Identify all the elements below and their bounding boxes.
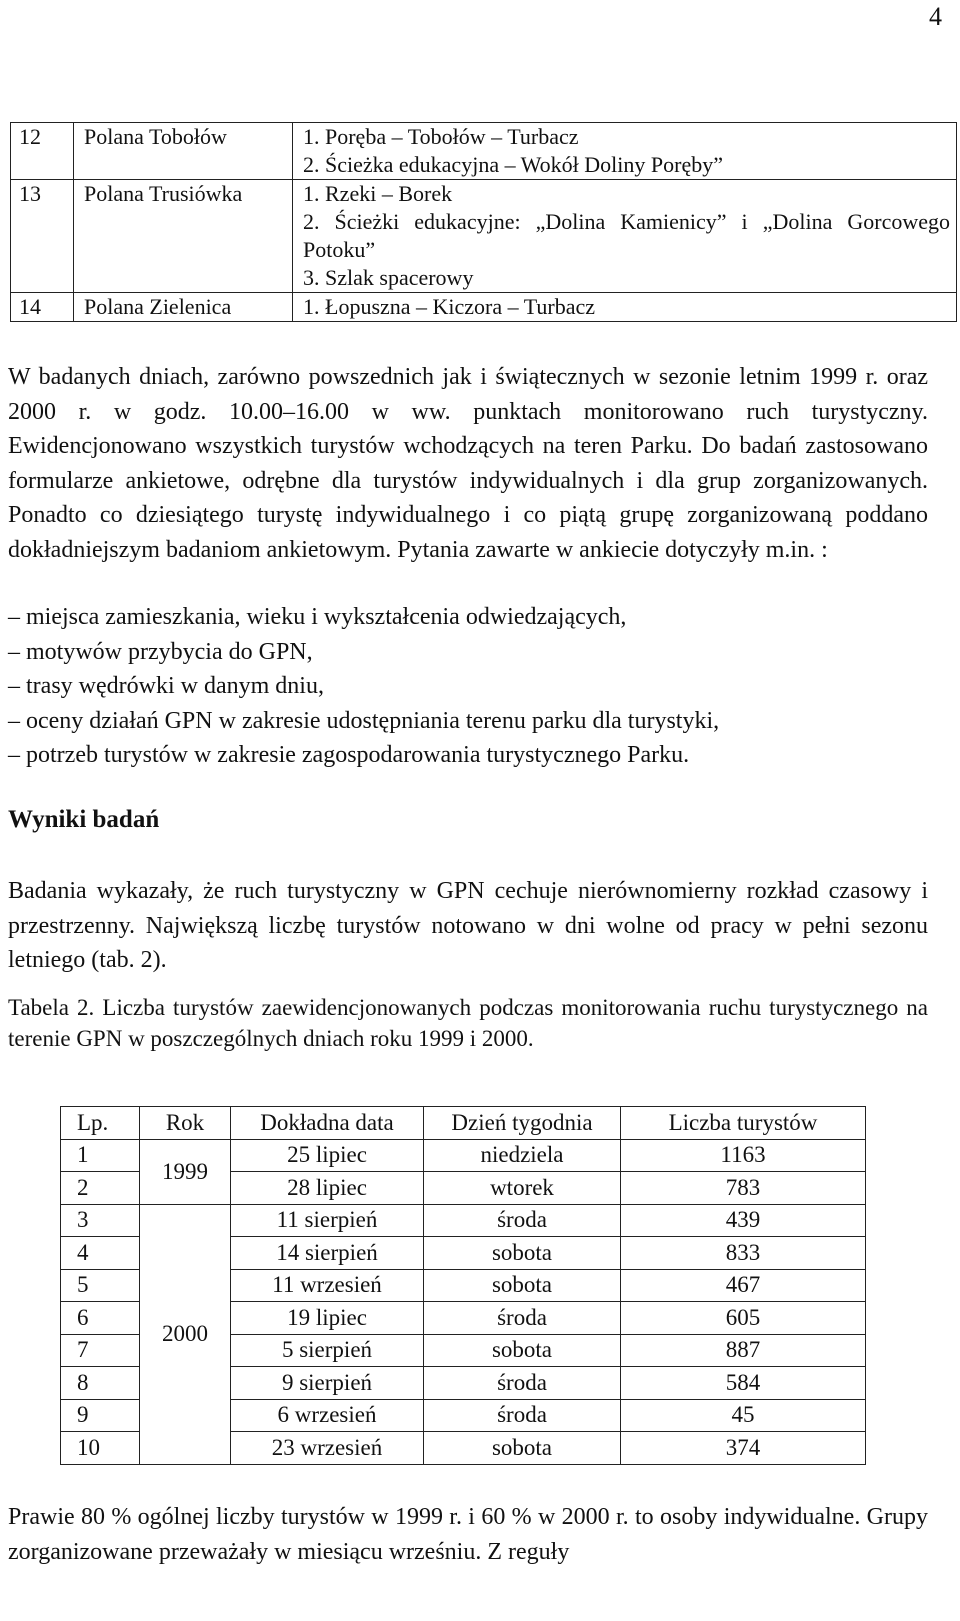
list-item: – oceny działań GPN w zakresie udostępniania terenu parku dla turystyki, — [8, 707, 720, 734]
table-row — [11, 293, 957, 322]
date-cell: 5 sierpień — [231, 1334, 424, 1367]
point-routes — [293, 123, 957, 180]
table-caption: Tabela 2. Liczba turystów zaewidencjonowanych podczas monitorowania ruchu turystycznego na terenie GPN w poszczególnych dniach roku 1999 i 2000. — [8, 995, 928, 1051]
date-cell: 25 lipiec — [231, 1139, 424, 1172]
date-cell: 19 lipiec — [231, 1302, 424, 1335]
column-header: Dokładna data — [231, 1107, 424, 1140]
date-cell: 6 wrzesień — [231, 1399, 424, 1432]
section-heading: Wyniki badań — [8, 806, 160, 833]
row-number: 3 — [61, 1204, 140, 1237]
date-cell: 11 wrzesień — [231, 1269, 424, 1302]
row-number: 1 — [61, 1139, 140, 1172]
weekday-cell: środa — [424, 1367, 621, 1400]
date-cell: 11 sierpień — [231, 1204, 424, 1237]
column-header: Liczba turystów — [621, 1107, 866, 1140]
count-cell: 584 — [621, 1367, 866, 1400]
weekday-cell: wtorek — [424, 1172, 621, 1205]
final-paragraph: Prawie 80 % ogólnej liczby turystów w 1999 r. i 60 % w 2000 r. to osoby indywidualne. Grupy zorganizowane przeważały w miesiącu wrześniu. Z reguły — [8, 1504, 928, 1565]
row-number: 5 — [61, 1269, 140, 1302]
list-item: – miejsca zamieszkania, wieku i wykształcenia odwiedzających, — [8, 604, 627, 630]
count-cell: 45 — [621, 1399, 866, 1432]
route-item: 2. Ścieżki edukacyjne: „Dolina Kamienicy” i „Dolina Gorcowego Potoku” — [303, 209, 950, 262]
intro-paragraph: W badanych dniach, zarówno powszednich jak i świątecznych w sezonie letnim 1999 r. oraz 2000 r. w godz. 10.00–16.00 w ww. punktach monitorowano ruch turystyczny. Ewidencjonowano wszystkich turystów wchodzących na teren Parku. Do badań zastosowano formularze ankietowe, odrębne dla turystów indywidualnych i dla grup zorganizowanych. Ponadto co dziesiątego turystę indywidualnego i co piątą grupę zorganizowaną poddano dokładniejszym badaniom ankietowym. Pytania zawarte w ankiecie dotyczyły m.in. : — [8, 364, 928, 563]
route-item: 1. Poręba – Tobołów – Turbacz — [303, 124, 579, 149]
row-number: 10 — [61, 1432, 140, 1465]
count-cell: 887 — [621, 1334, 866, 1367]
question-list — [8, 600, 928, 773]
count-cell: 833 — [621, 1237, 866, 1270]
route-item: 3. Szlak spacerowy — [303, 265, 474, 290]
column-header: Rok — [140, 1107, 231, 1140]
list-item: – trasy wędrówki w danym dniu, — [8, 673, 324, 699]
count-cell: 467 — [621, 1269, 866, 1302]
count-cell: 374 — [621, 1432, 866, 1465]
row-number: 9 — [61, 1399, 140, 1432]
point-place: Polana Trusiówka — [74, 180, 293, 293]
column-header: Dzień tygodnia — [424, 1107, 621, 1140]
date-cell: 23 wrzesień — [231, 1432, 424, 1465]
column-header: Lp. — [61, 1107, 140, 1140]
weekday-cell: środa — [424, 1204, 621, 1237]
count-cell: 783 — [621, 1172, 866, 1205]
row-number: 8 — [61, 1367, 140, 1400]
weekday-cell: środa — [424, 1399, 621, 1432]
point-routes — [293, 180, 957, 293]
weekday-cell: sobota — [424, 1334, 621, 1367]
point-place: Polana Zielenica — [74, 293, 293, 322]
row-number: 7 — [61, 1334, 140, 1367]
list-item: – potrzeb turystów w zakresie zagospodarowania turystycznego Parku. — [8, 742, 690, 768]
point-number: 13 — [11, 180, 74, 293]
point-number: 14 — [11, 293, 74, 322]
count-cell: 1163 — [621, 1139, 866, 1172]
row-number: 2 — [61, 1172, 140, 1205]
row-number: 4 — [61, 1237, 140, 1270]
route-item: 1. Rzeki – Borek — [303, 181, 453, 206]
date-cell: 28 lipiec — [231, 1172, 424, 1205]
count-cell: 605 — [621, 1302, 866, 1335]
results-paragraph: Badania wykazały, że ruch turystyczny w GPN cechuje nierównomierny rozkład czasowy i przestrzenny. Największą liczbę turystów notowano w dni wolne od pracy w pełni sezonu letniego (tab. 2). — [8, 878, 928, 973]
tourist-count-table — [60, 1106, 866, 1465]
point-number: 12 — [11, 123, 74, 180]
weekday-cell: środa — [424, 1302, 621, 1335]
year-cell: 2000 — [140, 1204, 231, 1464]
page-number: 4 — [929, 2, 942, 31]
route-item: 1. Łopuszna – Kiczora – Turbacz — [303, 294, 596, 319]
point-routes — [293, 293, 957, 322]
table-row — [61, 1204, 866, 1237]
table-row — [11, 123, 957, 180]
row-number: 6 — [61, 1302, 140, 1335]
weekday-cell: sobota — [424, 1269, 621, 1302]
weekday-cell: niedziela — [424, 1139, 621, 1172]
table-row — [11, 180, 957, 293]
table-header-row — [61, 1107, 866, 1140]
trail-table — [10, 122, 957, 322]
point-place: Polana Tobołów — [74, 123, 293, 180]
route-item: 2. Ścieżka edukacyjna – Wokół Doliny Poręby” — [303, 152, 723, 177]
date-cell: 14 sierpień — [231, 1237, 424, 1270]
weekday-cell: sobota — [424, 1237, 621, 1270]
year-cell: 1999 — [140, 1139, 231, 1204]
table-row — [61, 1139, 866, 1172]
date-cell: 9 sierpień — [231, 1367, 424, 1400]
list-item: – motywów przybycia do GPN, — [8, 638, 313, 665]
count-cell: 439 — [621, 1204, 866, 1237]
weekday-cell: sobota — [424, 1432, 621, 1465]
